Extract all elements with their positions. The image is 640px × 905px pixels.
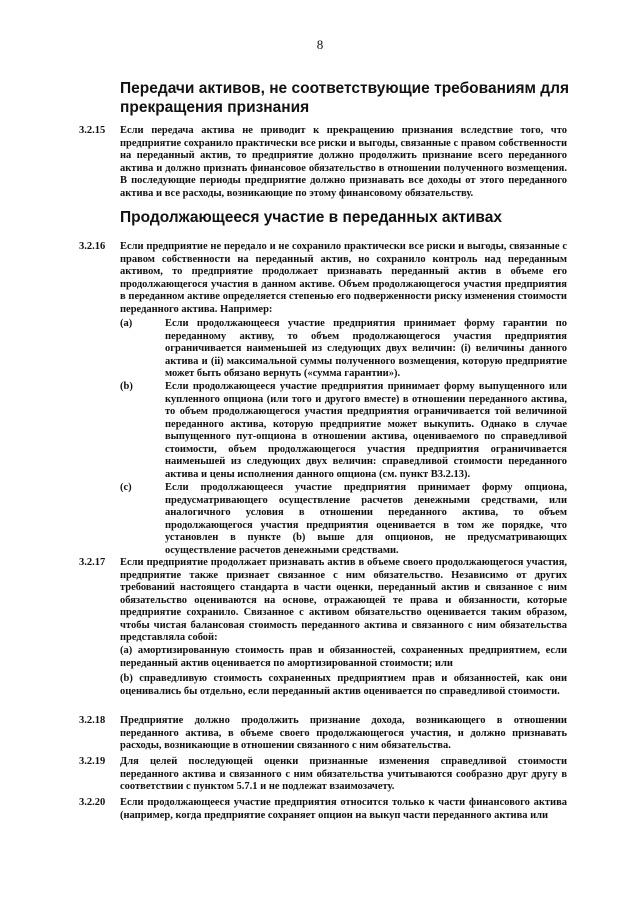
subitem-label: (b) [120, 381, 133, 392]
list-item-amortized: (а) амортизированную стоимость прав и обязанностей, сохраненных предприятием, если переданный актив оценивается по амортизированной стоимости; или [120, 645, 567, 669]
paragraph-text: Если передача актива не приводит к прекращению признания вследствие того, что предприятие сохранило практически все риски и выгоды, связанные с правом собственности на переданный актив, то предприятие должно продолжить признание всего переданного актива и должно признать финансовое обязательство в отношении полученного возмещения. В последующие периоды предприятие должно признавать все доходы от этого переданного актива и все расходы, возникающие по этому финансовому обязательству. [120, 125, 567, 199]
paragraph-number: 3.2.19 [79, 756, 106, 767]
paragraph-text: Предприятие должно продолжить признание дохода, возникающего в отношении переданного актива, в объеме своего продолжающегося участия, и должно признавать расходы, возникающие в отношении связанного с ним обязательства. [120, 715, 567, 751]
subitem-text: Если продолжающееся участие предприятия принимает форму опциона, предусматривающего осуществление расчетов денежными средствами, или аналогичного условия в отношении переданного актива, то объем продолжающегося участия предприятия оценивается в том же порядке, что установлен в пункте (b) выше для опционов, не предусматривающих осуществление расчетов денежными средствами. [165, 482, 567, 556]
paragraph-number: 3.2.16 [79, 241, 106, 252]
paragraph-number: 3.2.15 [79, 125, 106, 136]
paragraph-number: 3.2.20 [79, 797, 106, 808]
subitem-label: (c) [120, 482, 132, 493]
list-item-fair-value: (b) справедливую стоимость сохраненных предприятием прав и обязанностей, как они оценивались бы отдельно, если переданный актив оценивается по справедливой стоимости. [120, 673, 567, 697]
section-heading-transfers: Передачи активов, не соответствующие требованиям для прекращения признания [120, 80, 570, 116]
paragraph-text: Если предприятие продолжает признавать актив в объеме своего продолжающегося участия, предприятие также признает связанное с ним обязательство. Независимо от других требований настоящего стандарта в части оценки, переданный актив и связанное с ним обязательство оцениваются на основе, отражающей те права и обязанности, которые предприятие сохранило. Связанное с активом обязательство оценивается таким образом, чтобы чистая балансовая стоимость переданного актива и связанного с ним обязательства представляла собой: [120, 557, 567, 643]
section-heading-continuing-involvement: Продолжающееся участие в переданных активах [120, 209, 502, 226]
subitem-label: (a) [120, 318, 133, 329]
subitem-text: Если продолжающееся участие предприятия принимает форму выпущенного или купленного опциона (или того и другого вместе) в отношении переданного актива, то объем продолжающегося участия предприятия ограничивается той величиной переданного актива, которую предприятие может выкупить. Однако в случае выпущенного пут-опциона в отношении актива, оцениваемого по справедливой стоимости, объем продолжающегося участия предприятия ограничивается наименьшей из следующих двух величин: справедливой стоимости переданного актива и цены исполнения данного опциона (см. пункт B3.2.13). [165, 381, 567, 480]
paragraph-text: Для целей последующей оценки признанные изменения справедливой стоимости переданного актива и связанного с ним обязательства учитываются сообразно друг другу в соответствии с пунктом 5.7.1 и не подлежат взаимозачету. [120, 756, 567, 792]
subitem-text: Если продолжающееся участие предприятия принимает форму гарантии по переданному активу, то объем продолжающегося участия предприятия ограничивается наименьшей из следующих двух величин: (i) величины данного актива и (ii) максимальной суммы полученного возмещения, которую предприятие может быть обязано вернуть («сумма гарантии»). [165, 318, 567, 379]
paragraph-text: Если предприятие не передало и не сохранило практически все риски и выгоды, связанные с правом собственности на переданный актив, но сохранило контроль над переданным активом, то предприятие продолжает признавать переданный актив в объеме его продолжающегося участия в данном активе. Объем продолжающегося участия предприятия в переданном активе определяется степенью его подверженности риску изменения стоимости переданного актива. Например: [120, 241, 567, 315]
paragraph-number: 3.2.17 [79, 557, 106, 568]
paragraph-number: 3.2.18 [79, 715, 106, 726]
paragraph-text: Если продолжающееся участие предприятия относится только к части финансового актива (например, когда предприятие сохраняет опцион на выкуп части переданного актива или [120, 797, 567, 821]
page-number: 8 [316, 37, 324, 52]
